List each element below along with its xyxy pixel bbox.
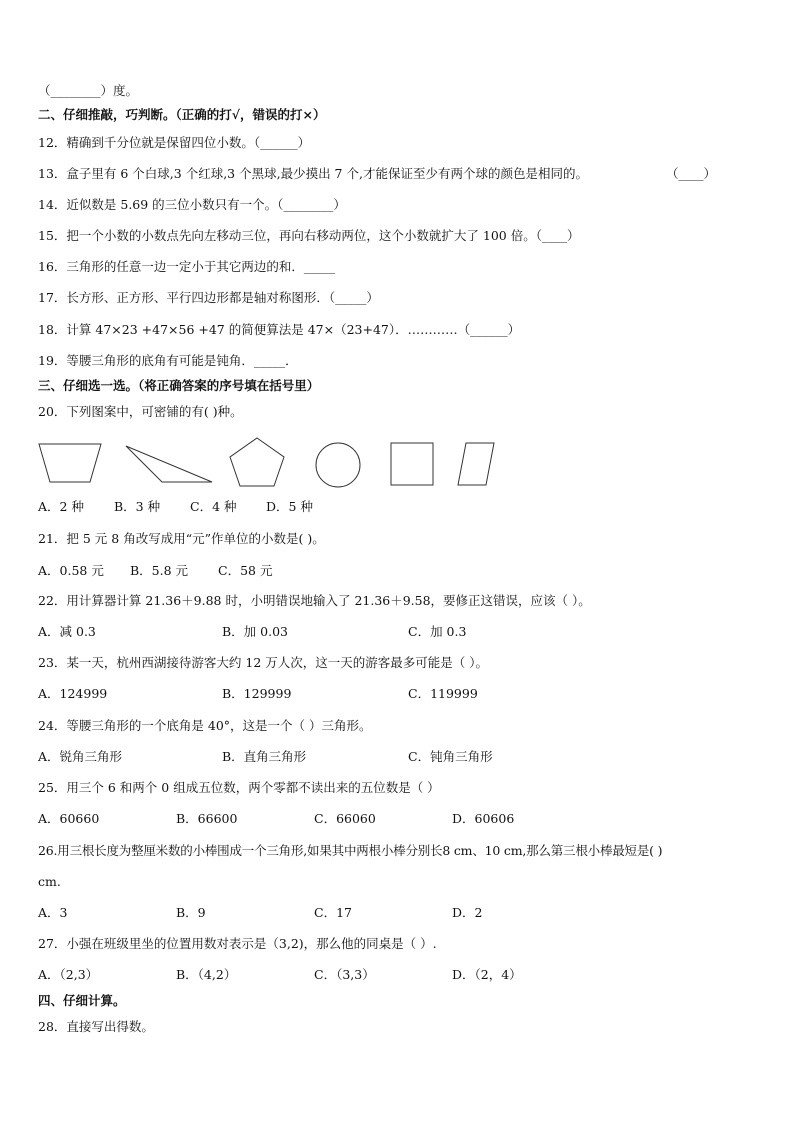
question-14: 14．近似数是 5.69 的三位小数只有一个。（________）: [38, 197, 346, 212]
question-25-option-a[interactable]: A．60660: [38, 811, 100, 826]
section-4-title: 四、仔细计算。: [38, 993, 126, 1008]
section-2-title: 二、仔细推敲，巧判断。（正确的打√，错误的打×）: [38, 107, 326, 122]
question-24-option-a[interactable]: A．锐角三角形: [38, 749, 123, 764]
question-20-option-a[interactable]: A．2 种: [38, 499, 84, 514]
question-26-tail: cm.: [38, 874, 61, 889]
question-28: 28．直接写出得数。: [38, 1019, 154, 1034]
question-27-option-b[interactable]: B．（4,2）: [176, 967, 237, 982]
question-13: 13．盒子里有 6 个白球,3 个红球,3 个黑球,最少摸出 7 个,才能保证至少有两个球的颜色是相同的。: [38, 166, 588, 181]
question-25-option-c[interactable]: C．66060: [314, 811, 376, 826]
previous-question-tail: （________）度。: [38, 83, 139, 98]
section-3-title: 三、仔细选一选。（将正确答案的序号填在括号里）: [38, 378, 320, 393]
question-26-option-a[interactable]: A．3: [38, 905, 68, 920]
question-16: 16．三角形的任意一边一定小于其它两边的和．_____: [38, 259, 336, 274]
question-21-option-b[interactable]: B．5.8 元: [130, 563, 189, 578]
question-27: 27．小强在班级里坐的位置用数对表示是（3,2)，那么他的同桌是（ ）.: [38, 936, 437, 951]
question-26: 26.用三根长度为整厘米数的小棒围成一个三角形,如果其中两根小棒分别长8 cm、10 cm,那么第三根小棒最短是( ): [38, 843, 663, 858]
question-23-option-b[interactable]: B．129999: [222, 686, 292, 701]
question-20-option-b[interactable]: B．3 种: [114, 499, 161, 514]
question-24-option-b[interactable]: B．直角三角形: [222, 749, 307, 764]
circle-icon: [314, 442, 362, 488]
question-21: 21．把 5 元 8 角改写成用“元”作单位的小数是( )。: [38, 531, 325, 546]
question-25-option-b[interactable]: B．66600: [176, 811, 238, 826]
question-22-option-b[interactable]: B．加 0.03: [222, 624, 288, 639]
square-icon: [390, 442, 434, 486]
triangle-icon: [124, 444, 214, 484]
trapezoid-icon: [38, 442, 102, 484]
question-21-option-c[interactable]: C．58 元: [218, 563, 273, 578]
question-22-option-a[interactable]: A．减 0.3: [38, 624, 96, 639]
question-22-option-c[interactable]: C．加 0.3: [408, 624, 467, 639]
question-27-option-a[interactable]: A．（2,3）: [38, 967, 99, 982]
question-18: 18．计算 47×23 +47×56 +47 的简便算法是 47×（23+47）．…………（______）: [38, 322, 521, 337]
question-26-option-d[interactable]: D．2: [452, 905, 483, 920]
question-24-option-c[interactable]: C．钝角三角形: [408, 749, 493, 764]
question-26-option-b[interactable]: B．9: [176, 905, 206, 920]
question-26-option-c[interactable]: C．17: [314, 905, 352, 920]
question-15: 15．把一个小数的小数点先向左移动三位，再向右移动两位，这个小数就扩大了 100 倍。（____）: [38, 228, 580, 243]
question-23: 23．某一天，杭州西湖接待游客大约 12 万人次，这一天的游客最多可能是（ ）。: [38, 655, 488, 670]
question-22: 22．用计算器计算 21.36＋9.88 时，小明错误地输入了 21.36＋9.58，要修正这错误，应该（ ）。: [38, 593, 591, 608]
question-20-figures: [30, 432, 510, 492]
question-21-option-a[interactable]: A．0.58 元: [38, 563, 104, 578]
question-23-option-c[interactable]: C．119999: [408, 686, 478, 701]
pentagon-icon: [228, 436, 286, 488]
question-19: 19．等腰三角形的底角有可能是钝角．_____．: [38, 353, 298, 368]
question-12: 12．精确到千分位就是保留四位小数。（______）: [38, 135, 311, 150]
question-20-option-c[interactable]: C．4 种: [190, 499, 237, 514]
question-27-option-d[interactable]: D．（2，4）: [452, 967, 522, 982]
question-17: 17．长方形、正方形、平行四边形都是轴对称图形．（_____）: [38, 290, 379, 305]
question-20-option-d[interactable]: D．5 种: [266, 499, 313, 514]
question-24: 24．等腰三角形的一个底角是 40°，这是一个（ ）三角形。: [38, 718, 372, 733]
question-25: 25．用三个 6 和两个 0 组成五位数，两个零都不读出来的五位数是（ ）: [38, 780, 440, 795]
question-20: 20．下列图案中，可密铺的有( )种。: [38, 404, 243, 419]
question-23-option-a[interactable]: A．124999: [38, 686, 108, 701]
question-25-option-d[interactable]: D．60606: [452, 811, 515, 826]
parallelogram-icon: [456, 442, 496, 486]
question-13-answer-blank[interactable]: （____）: [666, 166, 717, 181]
question-27-option-c[interactable]: C．（3,3）: [314, 967, 375, 982]
